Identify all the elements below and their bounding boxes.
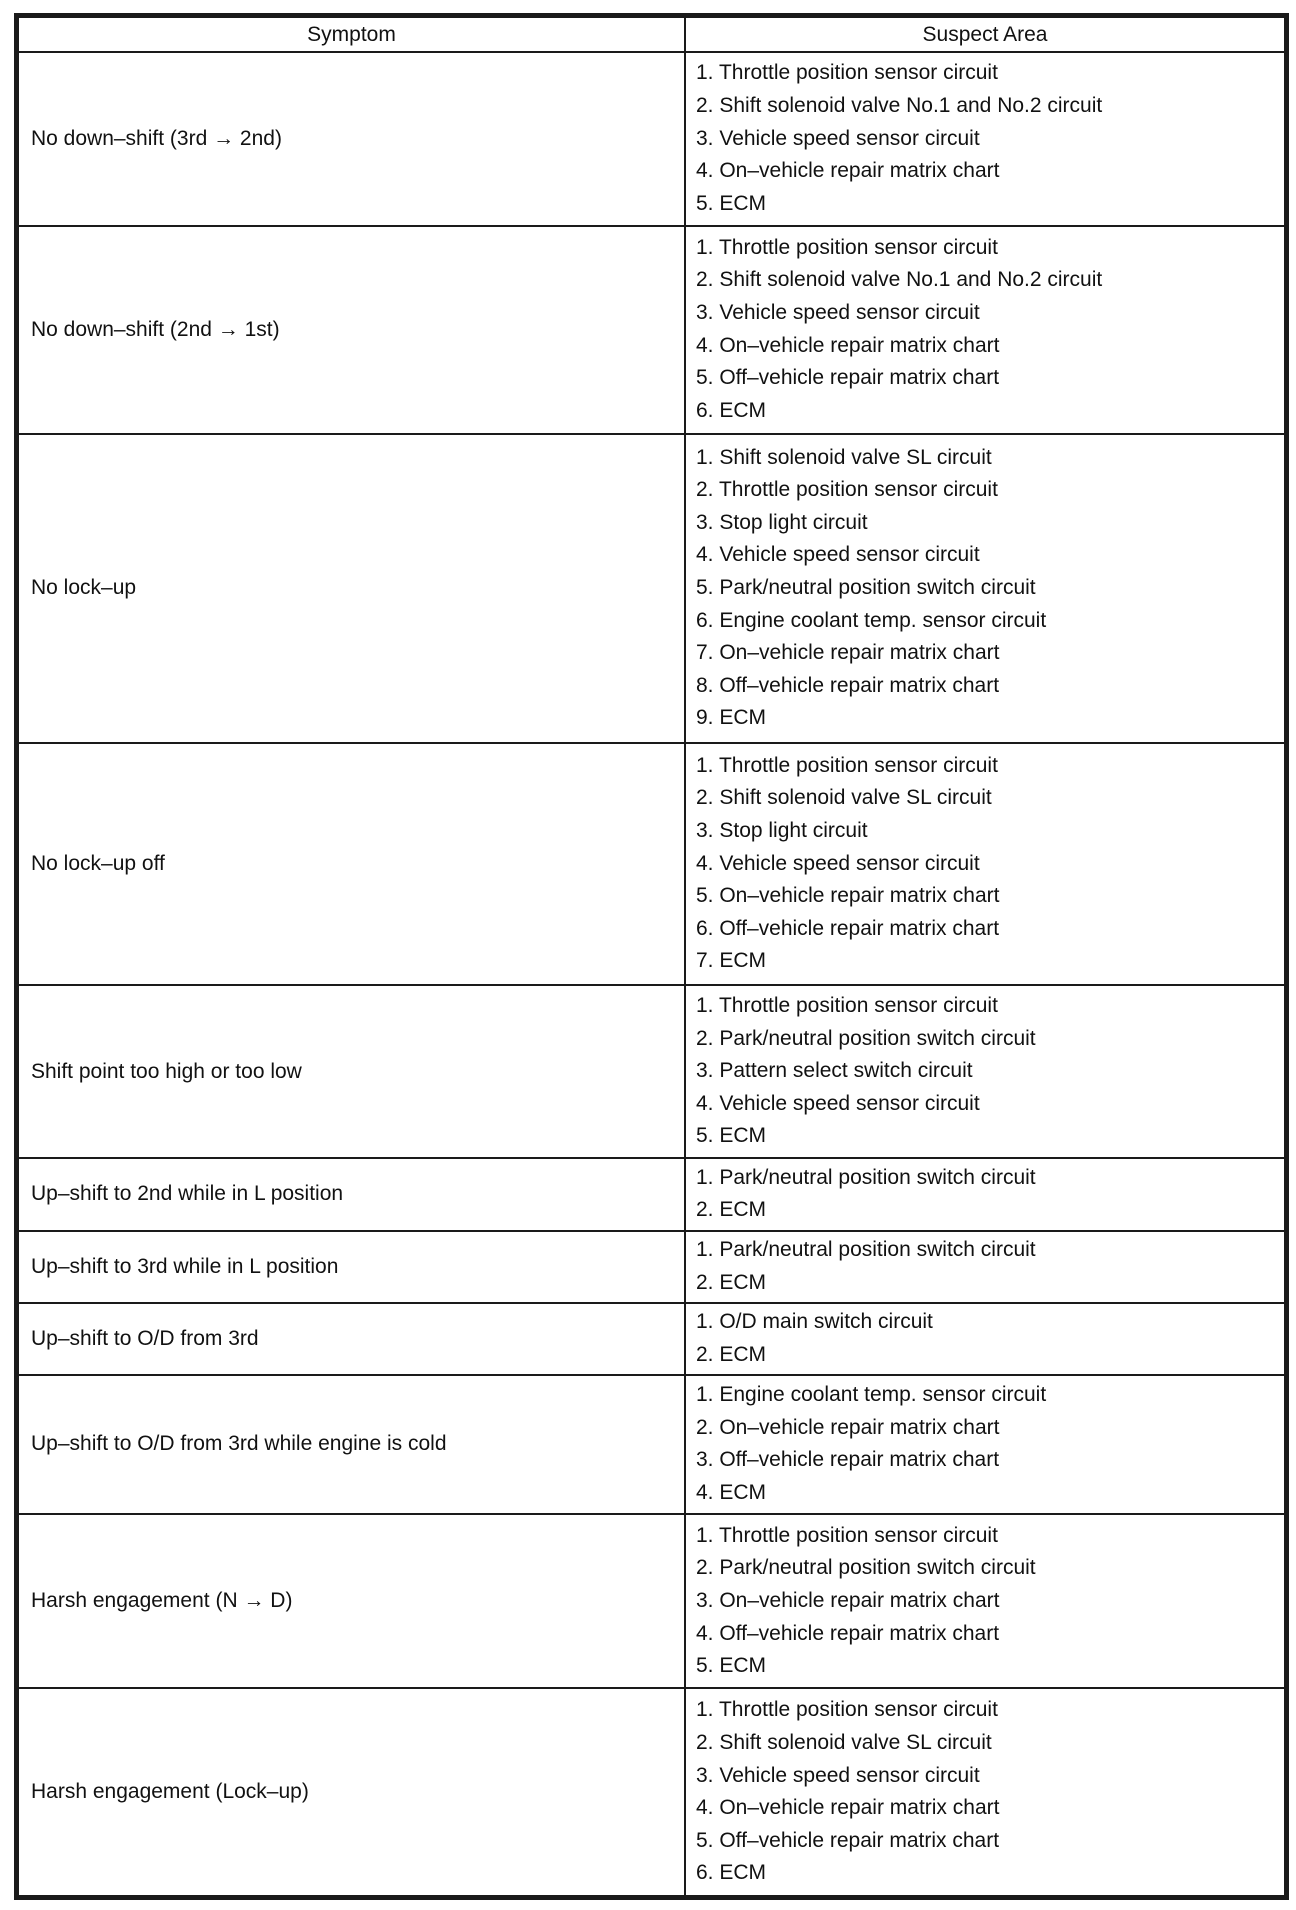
table-row bbox=[18, 1688, 1285, 1896]
suspect-area-item: 6. Off–vehicle repair matrix chart bbox=[696, 916, 1000, 940]
suspect-area-item: 4. ECM bbox=[696, 1481, 767, 1505]
suspect-area-cell bbox=[685, 52, 1285, 226]
suspect-area-item: 5. ECM bbox=[696, 1124, 767, 1148]
suspect-area-item: 3. Pattern select switch circuit bbox=[696, 1059, 973, 1083]
suspect-area-item: 2. Park/neutral position switch circuit bbox=[696, 1556, 1036, 1580]
table-row bbox=[18, 1375, 1285, 1515]
suspect-area-item: 4. On–vehicle repair matrix chart bbox=[696, 159, 1000, 183]
suspect-area-item: 3. Stop light circuit bbox=[696, 510, 868, 534]
suspect-area-item: 5. Off–vehicle repair matrix chart bbox=[696, 366, 1000, 390]
suspect-area-item: 2. ECM bbox=[696, 1270, 767, 1294]
suspect-area-item: 3. Stop light circuit bbox=[696, 818, 868, 842]
suspect-area-cell bbox=[685, 1303, 1285, 1375]
suspect-area-item: 1. Throttle position sensor circuit bbox=[696, 753, 998, 777]
suspect-area-item: 6. ECM bbox=[696, 1861, 767, 1885]
suspect-area-item: 3. Off–vehicle repair matrix chart bbox=[696, 1448, 1000, 1472]
suspect-area-item: 2. Shift solenoid valve No.1 and No.2 circuit bbox=[696, 268, 1103, 292]
suspect-area-item: 5. Park/neutral position switch circuit bbox=[696, 575, 1036, 599]
symptom-cell: Up–shift to O/D from 3rd while engine is cold bbox=[18, 1375, 685, 1515]
suspect-area-item: 5. Off–vehicle repair matrix chart bbox=[696, 1828, 1000, 1852]
table-row bbox=[18, 743, 1285, 985]
suspect-area-item: 5. ECM bbox=[696, 191, 767, 215]
suspect-area-cell bbox=[685, 1688, 1285, 1896]
suspect-area-item: 2. On–vehicle repair matrix chart bbox=[696, 1415, 1000, 1439]
suspect-area-item: 2. Throttle position sensor circuit bbox=[696, 478, 998, 502]
symptom-cell: Shift point too high or too low bbox=[18, 985, 685, 1159]
table-row bbox=[18, 226, 1285, 434]
suspect-area-item: 4. Vehicle speed sensor circuit bbox=[696, 1091, 980, 1115]
symptom-cell: No lock–up off bbox=[18, 743, 685, 985]
suspect-area-item: 7. ECM bbox=[696, 949, 767, 973]
suspect-area-list bbox=[696, 750, 1284, 978]
suspect-area-item: 4. On–vehicle repair matrix chart bbox=[696, 1796, 1000, 1820]
suspect-area-item: 8. Off–vehicle repair matrix chart bbox=[696, 673, 1000, 697]
table-row bbox=[18, 1303, 1285, 1375]
suspect-area-item: 3. Vehicle speed sensor circuit bbox=[696, 1763, 980, 1787]
troubleshooting-table-frame bbox=[14, 13, 1289, 1900]
suspect-area-cell bbox=[685, 434, 1285, 744]
suspect-area-list bbox=[696, 1162, 1284, 1227]
suspect-area-item: 5. ECM bbox=[696, 1654, 767, 1678]
suspect-area-item: 9. ECM bbox=[696, 706, 767, 730]
suspect-area-item: 4. Vehicle speed sensor circuit bbox=[696, 543, 980, 567]
suspect-area-item: 1. Shift solenoid valve SL circuit bbox=[696, 445, 992, 469]
suspect-area-list bbox=[696, 442, 1284, 735]
suspect-area-item: 1. Throttle position sensor circuit bbox=[696, 61, 998, 85]
suspect-area-item: 4. Vehicle speed sensor circuit bbox=[696, 851, 980, 875]
symptom-column-header: Symptom bbox=[18, 17, 685, 52]
suspect-area-list bbox=[696, 1694, 1284, 1890]
suspect-area-item: 1. Park/neutral position switch circuit bbox=[696, 1165, 1036, 1189]
suspect-area-item: 3. Vehicle speed sensor circuit bbox=[696, 126, 980, 150]
symptom-cell: Up–shift to O/D from 3rd bbox=[18, 1303, 685, 1375]
suspect-area-item: 4. Off–vehicle repair matrix chart bbox=[696, 1621, 1000, 1645]
suspect-area-list bbox=[696, 232, 1284, 428]
table-row bbox=[18, 434, 1285, 744]
suspect-area-item: 2. Shift solenoid valve SL circuit bbox=[696, 1730, 992, 1754]
suspect-area-cell bbox=[685, 1514, 1285, 1688]
header-row bbox=[18, 17, 1285, 52]
suspect-area-item: 1. O/D main switch circuit bbox=[696, 1309, 933, 1333]
suspect-area-list bbox=[696, 1520, 1284, 1683]
table-row bbox=[18, 1231, 1285, 1303]
troubleshooting-table bbox=[17, 16, 1286, 1897]
suspect-area-cell bbox=[685, 743, 1285, 985]
suspect-area-list bbox=[696, 1234, 1284, 1299]
suspect-area-item: 3. On–vehicle repair matrix chart bbox=[696, 1589, 1000, 1612]
symptom-cell: No down–shift (2nd → 1st) bbox=[18, 226, 685, 434]
suspect-area-cell bbox=[685, 1158, 1285, 1230]
table-row bbox=[18, 985, 1285, 1159]
symptom-cell: No down–shift (3rd → 2nd) bbox=[18, 52, 685, 226]
suspect-area-item: 6. Engine coolant temp. sensor circuit bbox=[696, 608, 1047, 632]
suspect-area-item: 2. Park/neutral position switch circuit bbox=[696, 1026, 1036, 1050]
suspect-area-column-header: Suspect Area bbox=[685, 17, 1285, 52]
suspect-area-list bbox=[696, 990, 1284, 1153]
table-row bbox=[18, 52, 1285, 226]
suspect-area-item: 1. Throttle position sensor circuit bbox=[696, 1698, 998, 1722]
symptom-cell: Up–shift to 3rd while in L position bbox=[18, 1231, 685, 1303]
suspect-area-item: 1. Throttle position sensor circuit bbox=[696, 235, 998, 259]
symptom-cell: Up–shift to 2nd while in L position bbox=[18, 1158, 685, 1230]
suspect-area-item: 2. ECM bbox=[696, 1342, 767, 1366]
suspect-area-list bbox=[696, 57, 1284, 220]
suspect-area-item: 2. Shift solenoid valve SL circuit bbox=[696, 786, 992, 810]
suspect-area-item: 1. Engine coolant temp. sensor circuit bbox=[696, 1383, 1047, 1407]
suspect-area-item: 1. Throttle position sensor circuit bbox=[696, 994, 998, 1018]
table-row bbox=[18, 1158, 1285, 1230]
suspect-area-item: 2. ECM bbox=[696, 1198, 767, 1222]
suspect-area-item: 2. Shift solenoid valve No.1 and No.2 circuit bbox=[696, 94, 1103, 117]
symptom-cell: Harsh engagement (Lock–up) bbox=[18, 1688, 685, 1896]
table-row bbox=[18, 1514, 1285, 1688]
suspect-area-cell bbox=[685, 226, 1285, 434]
suspect-area-item: 4. On–vehicle repair matrix chart bbox=[696, 333, 1000, 357]
suspect-area-item: 3. Vehicle speed sensor circuit bbox=[696, 301, 980, 325]
suspect-area-cell bbox=[685, 1375, 1285, 1515]
suspect-area-item: 1. Park/neutral position switch circuit bbox=[696, 1237, 1036, 1261]
suspect-area-list bbox=[696, 1379, 1284, 1509]
suspect-area-item: 7. On–vehicle repair matrix chart bbox=[696, 641, 1000, 665]
suspect-area-cell bbox=[685, 985, 1285, 1159]
suspect-area-cell bbox=[685, 1231, 1285, 1303]
symptom-cell: Harsh engagement (N → D) bbox=[18, 1514, 685, 1688]
suspect-area-item: 1. Throttle position sensor circuit bbox=[696, 1523, 998, 1547]
suspect-area-item: 6. ECM bbox=[696, 398, 767, 422]
symptom-cell: No lock–up bbox=[18, 434, 685, 744]
suspect-area-item: 5. On–vehicle repair matrix chart bbox=[696, 884, 1000, 908]
suspect-area-list bbox=[696, 1306, 1284, 1371]
table-header bbox=[18, 17, 1285, 52]
table-body bbox=[18, 52, 1285, 1896]
